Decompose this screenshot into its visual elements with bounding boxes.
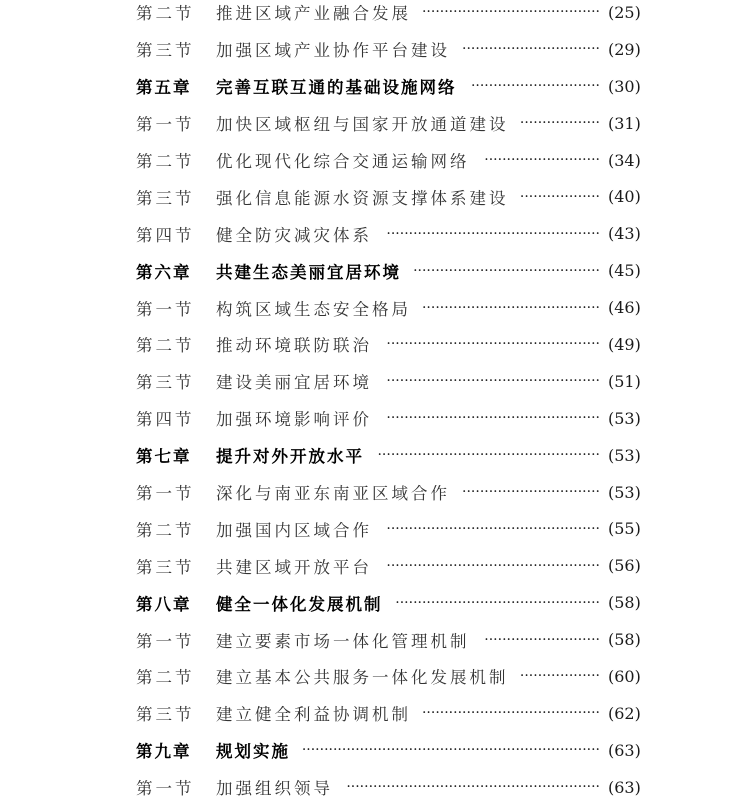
toc-entry[interactable]: [0, 326, 744, 363]
toc-entry-page: (49): [608, 334, 641, 354]
toc-entry-number: 第三节: [136, 41, 195, 61]
toc-entry[interactable]: [0, 68, 744, 105]
toc-leader-dots: ·························································: [346, 779, 600, 796]
toc-entry-number: 第四节: [136, 225, 195, 245]
toc-entry[interactable]: [0, 695, 744, 732]
toc-entry-title: 完善互联互通的基础设施网络: [216, 78, 457, 98]
toc-entry-number: 第八章: [136, 594, 192, 614]
toc-leader-dots: ··········································: [413, 262, 600, 279]
toc-entry-title: 建立基本公共服务一体化发展机制: [216, 668, 509, 688]
toc-entry[interactable]: [0, 547, 744, 584]
toc-entry[interactable]: [0, 621, 744, 658]
toc-entry[interactable]: [0, 510, 744, 547]
toc-entry-page: (29): [608, 39, 641, 59]
toc-leader-dots: ··················: [519, 115, 600, 132]
toc-entry-page: (62): [608, 703, 641, 723]
toc-entry[interactable]: [0, 584, 744, 621]
toc-entry-title: 建立健全利益协调机制: [216, 705, 411, 725]
toc-entry-page: (53): [608, 445, 641, 465]
toc-leader-dots: ··························: [484, 631, 600, 648]
toc-leader-dots: ··················································: [377, 447, 600, 464]
toc-entry[interactable]: [0, 105, 744, 142]
toc-entry-number: 第一节: [136, 115, 195, 135]
toc-entry[interactable]: [0, 252, 744, 289]
toc-entry-number: 第二节: [136, 668, 195, 688]
toc-leader-dots: ················································: [386, 410, 600, 427]
toc-entry-number: 第三节: [136, 557, 195, 577]
toc-leader-dots: ················································: [386, 557, 600, 574]
toc-entry[interactable]: [0, 289, 744, 326]
toc-entry[interactable]: [0, 363, 744, 400]
toc-entry-number: 第九章: [136, 742, 192, 762]
toc-entry-page: (63): [608, 777, 641, 797]
toc-entry-number: 第一节: [136, 779, 195, 799]
toc-entry-title: 加强国内区域合作: [216, 520, 372, 540]
toc-entry-page: (43): [608, 224, 641, 244]
toc-entry[interactable]: [0, 400, 744, 437]
toc-entry-title: 建立要素市场一体化管理机制: [216, 631, 470, 651]
toc-entry-page: (58): [608, 630, 641, 650]
toc-entry-page: (30): [608, 76, 641, 96]
toc-entry[interactable]: [0, 0, 744, 31]
toc-entry-page: (55): [608, 519, 641, 539]
toc-leader-dots: ········································: [421, 705, 600, 722]
toc-entry[interactable]: [0, 732, 744, 769]
toc-entry-page: (46): [608, 298, 641, 318]
toc-entry-title: 建设美丽宜居环境: [216, 373, 372, 393]
toc-leader-dots: ········································: [421, 4, 600, 21]
toc-entry-title: 深化与南亚东南亚区域合作: [216, 484, 450, 504]
toc-entry-number: 第二节: [136, 152, 195, 171]
toc-entry-number: 第二节: [136, 520, 195, 540]
toc-entry-title: 规划实施: [216, 742, 290, 762]
toc-entry-number: 第七章: [136, 447, 192, 467]
toc-entry[interactable]: [0, 437, 744, 474]
toc-entry-page: (51): [608, 371, 641, 391]
toc-entry-number: 第二节: [136, 336, 195, 356]
toc-entry-page: (25): [608, 2, 641, 22]
toc-entry-title: 加强环境影响评价: [216, 410, 372, 430]
toc-entry-number: 第三节: [136, 188, 195, 208]
toc-entry-number: 第五章: [136, 78, 192, 98]
toc-entry-number: 第三节: [136, 705, 195, 725]
toc-entry-number: 第三节: [136, 373, 195, 393]
toc-entry-page: (60): [608, 666, 641, 686]
toc-leader-dots: ··················: [519, 668, 600, 685]
toc-entry-title: 加快区域枢纽与国家开放通道建设: [216, 115, 509, 135]
toc-leader-dots: ··················: [519, 188, 600, 205]
toc-entry-title: 健全防灾减灾体系: [216, 225, 372, 245]
toc-entry-number: 第二节: [136, 4, 195, 24]
toc-leader-dots: ········································: [421, 299, 600, 316]
toc-entry-title: 强化信息能源水资源支撑体系建设: [216, 188, 509, 208]
toc-entry-page: (53): [608, 408, 641, 428]
toc-entry[interactable]: [0, 769, 744, 806]
toc-entry-title: 健全一体化发展机制: [216, 594, 383, 614]
toc-entry[interactable]: [0, 215, 744, 252]
toc-entry-title: 加强组织领导: [216, 779, 333, 799]
toc-leader-dots: ················································: [386, 520, 600, 537]
toc-entry-page: (40): [608, 187, 641, 207]
toc-entry-title: 加强区域产业协作平台建设: [216, 41, 450, 61]
toc-entry[interactable]: [0, 142, 744, 179]
toc-entry-title: 提升对外开放水平: [216, 447, 364, 467]
toc-entry-page: (63): [608, 740, 641, 760]
toc-leader-dots: ················································: [386, 373, 600, 390]
toc-entry-number: 第四节: [136, 410, 195, 430]
toc-entry-title: 共建生态美丽宜居环境: [216, 262, 401, 282]
toc-leader-dots: ················································: [386, 225, 600, 242]
toc-leader-dots: ··························: [484, 152, 600, 168]
toc-entry[interactable]: [0, 31, 744, 68]
toc-entry-page: (53): [608, 482, 641, 502]
toc-entry-title: 共建区域开放平台: [216, 557, 372, 577]
toc-entry-page: (45): [608, 261, 641, 281]
toc-leader-dots: ···································································: [301, 742, 600, 759]
toc-entry[interactable]: [0, 658, 744, 695]
toc-entry-title: 构筑区域生态安全格局: [216, 299, 411, 319]
toc-entry-page: (34): [608, 150, 641, 170]
toc-leader-dots: ·····························: [470, 78, 600, 95]
toc-entry-page: (58): [608, 593, 641, 613]
toc-entry-title: 推进区域产业融合发展: [216, 4, 411, 24]
toc-entry-number: 第一节: [136, 299, 195, 319]
toc-entry-page: (56): [608, 556, 641, 576]
toc-entry-title: 优化现代化综合交通运输网络: [216, 152, 470, 171]
toc-leader-dots: ·······························: [462, 484, 600, 501]
toc-leader-dots: ·······························: [462, 41, 600, 58]
toc-entry[interactable]: [0, 178, 744, 215]
toc-entry-title: 推动环境联防联治: [216, 336, 372, 356]
toc-entry-number: 第一节: [136, 484, 195, 504]
toc-entry[interactable]: [0, 474, 744, 511]
toc-leader-dots: ················································: [386, 336, 600, 353]
toc-entry-page: (31): [608, 113, 641, 133]
toc-leader-dots: ··············································: [395, 594, 600, 611]
toc-entry-number: 第一节: [136, 631, 195, 651]
toc-entry-number: 第六章: [136, 262, 192, 282]
